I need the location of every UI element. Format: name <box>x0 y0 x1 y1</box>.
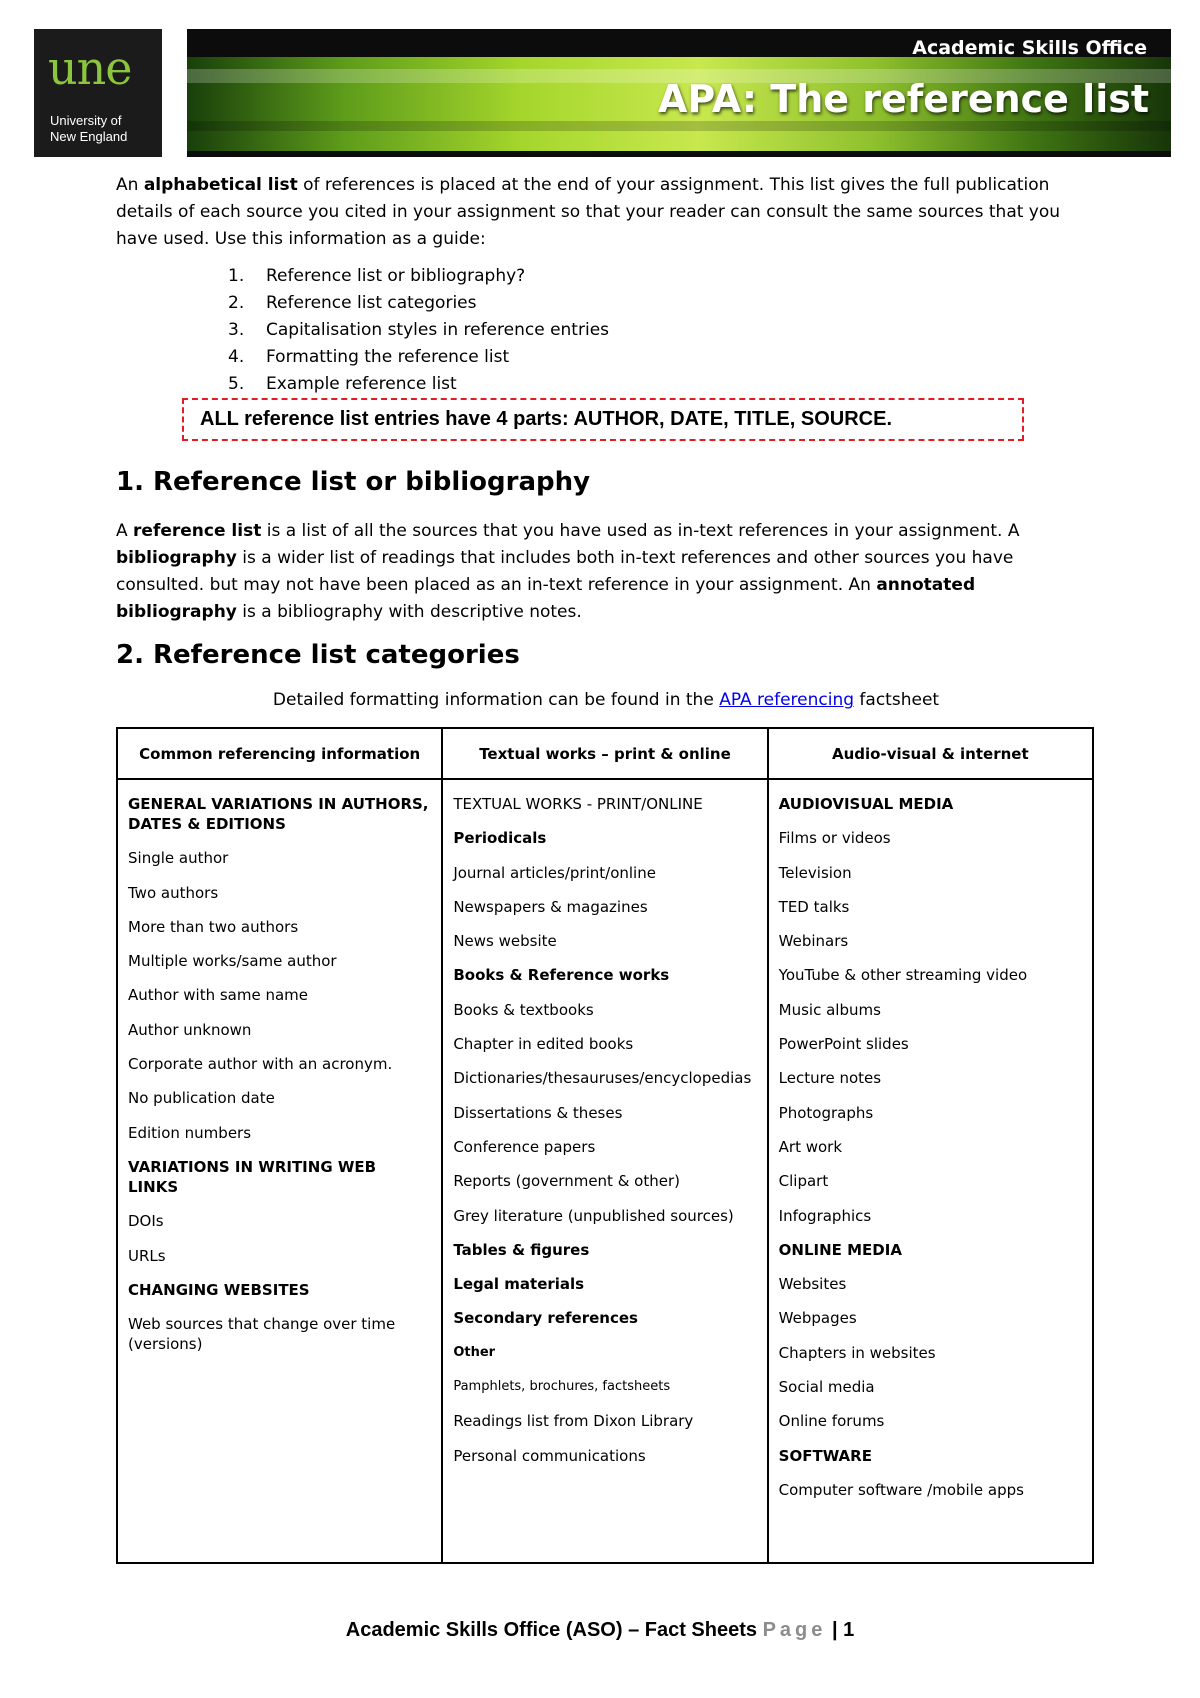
list-item: Author unknown <box>128 1020 252 1039</box>
list-item: Books & textbooks <box>453 1000 594 1019</box>
column-textual <box>442 779 767 1563</box>
list-item: Edition numbers <box>128 1123 252 1142</box>
list-item: Clipart <box>778 1172 829 1191</box>
table-header: Textual works – print & online <box>442 728 767 779</box>
list-item: Websites <box>778 1275 847 1294</box>
column-audiovisual <box>768 779 1093 1563</box>
list-item: Reports (government & other) <box>453 1172 680 1191</box>
column-common <box>117 779 442 1563</box>
toc-item: 1. Reference list or bibliography? <box>228 266 526 286</box>
four-parts-callout <box>182 398 1024 441</box>
toc-item: 5. Example reference list <box>228 374 457 394</box>
categories-table <box>116 727 1094 1564</box>
list-item: Online forums <box>778 1412 885 1431</box>
list-item: Chapters in websites <box>778 1343 936 1362</box>
list-item: Lecture notes <box>778 1069 882 1088</box>
banner-title: APA: The reference list <box>657 77 1149 121</box>
list-item: PowerPoint slides <box>778 1035 909 1054</box>
list-item: Webpages <box>778 1309 857 1328</box>
list-item: YouTube & other streaming video <box>778 966 1028 985</box>
list-item: Author with same name <box>128 986 309 1005</box>
list-item: GENERAL VARIATIONS IN AUTHORS, DATES & EDITIONS <box>128 795 429 833</box>
apa-referencing-link[interactable]: APA referencing <box>719 690 855 710</box>
list-item: Corporate author with an acronym. <box>128 1055 393 1074</box>
list-item: ONLINE MEDIA <box>778 1240 902 1259</box>
list-item: SOFTWARE <box>778 1446 872 1465</box>
list-item: CHANGING WEBSITES <box>128 1280 310 1299</box>
list-item: Infographics <box>778 1206 872 1225</box>
banner-shadow <box>187 121 1171 131</box>
list-item: Computer software /mobile apps <box>778 1480 1024 1499</box>
banner-subtitle: Academic Skills Office <box>912 37 1147 59</box>
table-header: Audio-visual & internet <box>768 728 1093 779</box>
list-item: Web sources that change over time (versions) <box>128 1315 396 1354</box>
list-item: Webinars <box>778 932 849 951</box>
list-item: Photographs <box>778 1103 874 1122</box>
logo-line-1: University of <box>50 113 122 128</box>
list-item: TEXTUAL WORKS - PRINT/ONLINE <box>453 795 703 813</box>
list-item: VARIATIONS IN WRITING WEB LINKS <box>128 1157 377 1196</box>
list-item: DOIs <box>128 1212 164 1231</box>
toc-item: 4. Formatting the reference list <box>228 347 510 367</box>
section1-paragraph: A reference list is a list of all the sources that you have used as in-text references in your assignment. A bibliography is a wider list of readings that includes both in-text references and other sources you have consulted. but may not have been placed as an in-text reference in your assignment. An annotated bibliography is a bibliography with descriptive notes. <box>116 521 1020 622</box>
logo-mark: une <box>48 41 132 95</box>
section1-heading: 1. Reference list or bibliography <box>116 467 591 497</box>
page-number: 1 <box>843 1619 855 1641</box>
page-footer: Academic Skills Office (ASO) – Fact Sheets Page | 1 <box>345 1619 855 1641</box>
list-item: Personal communications <box>453 1446 646 1465</box>
list-item: Two authors <box>128 883 219 902</box>
list-item: Journal articles/print/online <box>453 863 656 882</box>
intro-paragraph: An alphabetical list of references is placed at the end of your assignment. This list gives the full publication details of each source you cited in your assignment so that your reader can consult the same sources that you have used. Use this information as a guide: <box>116 175 1061 249</box>
list-item: Tables & figures <box>453 1240 590 1259</box>
list-item: Chapter in edited books <box>453 1035 634 1054</box>
list-item: Books & Reference works <box>453 966 670 985</box>
toc-item: 2. Reference list categories <box>228 293 477 313</box>
list-item: No publication date <box>128 1089 275 1108</box>
list-item: Newspapers & magazines <box>453 897 648 916</box>
list-item: Other <box>453 1344 496 1360</box>
list-item: Conference papers <box>453 1137 596 1156</box>
callout-text: ALL reference list entries have 4 parts: AUTHOR, DATE, TITLE, SOURCE. <box>200 408 893 430</box>
list-item: Music albums <box>778 1000 881 1019</box>
list-item: URLs <box>128 1246 166 1265</box>
list-item: Dictionaries/thesauruses/encyclopedias <box>453 1069 752 1088</box>
toc-item: 3. Capitalisation styles in reference entries <box>228 320 610 340</box>
list-item: Art work <box>778 1137 843 1156</box>
logo-line-2: New England <box>50 129 128 144</box>
list-item: Multiple works/same author <box>128 952 337 971</box>
table-header: Common referencing information <box>117 728 442 779</box>
list-item: Legal materials <box>453 1275 585 1294</box>
factsheet-note: Detailed formatting information can be found in the APA referencing factsheet <box>272 690 940 710</box>
page-word: Page <box>762 1619 827 1641</box>
list-item: Secondary references <box>453 1309 638 1328</box>
list-item: Social media <box>778 1378 875 1397</box>
list-item: Grey literature (unpublished sources) <box>453 1206 734 1225</box>
list-item: Readings list from Dixon Library <box>453 1412 694 1431</box>
list-item: News website <box>453 932 557 951</box>
list-item: Periodicals <box>453 829 547 848</box>
intro-bold: alphabetical list <box>143 175 298 195</box>
list-item: Films or videos <box>778 829 891 848</box>
section2-heading: 2. Reference list categories <box>116 640 520 670</box>
toc-list <box>228 263 609 398</box>
list-item: More than two authors <box>128 917 299 936</box>
list-item: TED talks <box>778 897 850 916</box>
list-item: AUDIOVISUAL MEDIA <box>778 795 954 813</box>
une-logo <box>34 29 162 157</box>
header-banner <box>187 29 1171 157</box>
list-item: Dissertations & theses <box>453 1103 623 1122</box>
list-item: Single author <box>128 849 229 868</box>
list-item: Television <box>778 863 852 882</box>
list-item: Pamphlets, brochures, factsheets <box>453 1379 671 1395</box>
